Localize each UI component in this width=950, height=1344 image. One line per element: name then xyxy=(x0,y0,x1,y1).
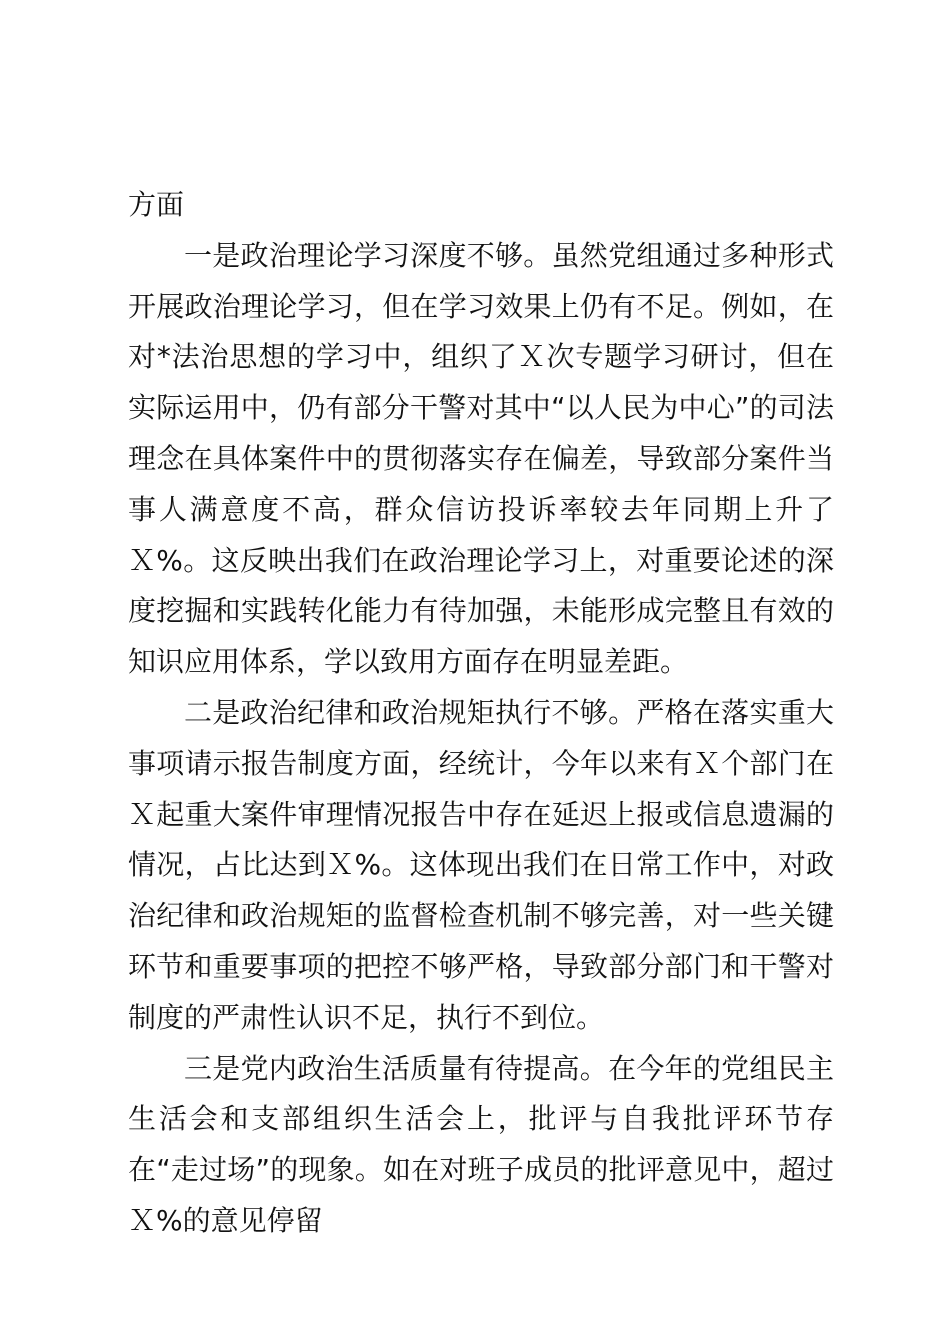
paragraph-political-theory-study: 一是政治理论学习深度不够。虽然党组通过多种形式开展政治理论学习，但在学习效果上仍有不足。例如，在对*法治思想的学习中，组织了Ｘ次专题学习研讨，但在实际运用中，仍有部分干警对其中“以人民为中心”的司法理念在具体案件中的贯彻落实存在偏差，导致部分案件当事人满意度不高，群众信访投诉率较去年同期上升了Ｘ%。这反映出我们在政治理论学习上，对重要论述的深度挖掘和实践转化能力有待加强，未能形成完整且有效的知识应用体系，学以致用方面存在明显差距。 xyxy=(128,238,834,679)
paragraph-party-political-life: 三是党内政治生活质量有待提高。在今年的党组民主生活会和支部组织生活会上，批评与自我批评环节存在“走过场”的现象。如在对班子成员的批评意见中，超过Ｘ%的意见停留 xyxy=(128,1051,834,1237)
section-heading-tail: 方面 xyxy=(128,188,185,221)
document-body xyxy=(128,180,834,1247)
paragraph-political-discipline: 二是政治纪律和政治规矩执行不够。严格在落实重大事项请示报告制度方面，经统计，今年以来有Ｘ个部门在Ｘ起重大案件审理情况报告中存在延迟上报或信息遗漏的情况，占比达到Ｘ%。这体现出我们在日常工作中，对政治纪律和政治规矩的监督检查机制不够完善，对一些关键环节和重要事项的把控不够严格，导致部分部门和干警对制度的严肃性认识不足，执行不到位。 xyxy=(128,695,834,1034)
